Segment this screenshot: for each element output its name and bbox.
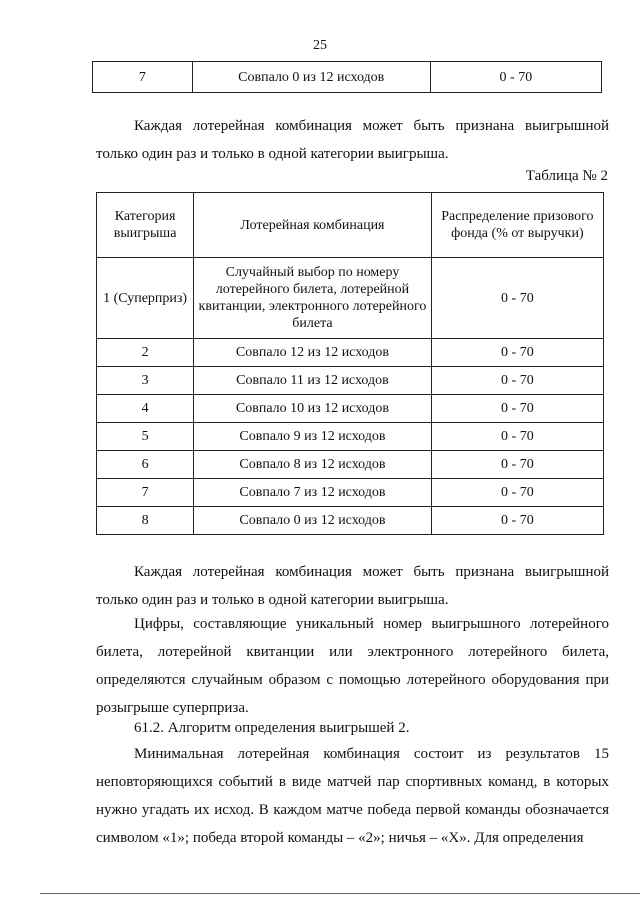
- combination-cell: Случайный выбор по номеру лотерейного билета, лотерейной квитанции, электронного лотерейного билета: [194, 258, 432, 339]
- combination-cell: Совпало 7 из 12 исходов: [194, 479, 432, 507]
- table-row: [93, 62, 602, 93]
- table-row: [97, 395, 604, 423]
- page-number: 25: [313, 38, 327, 53]
- category-cell: 7: [97, 479, 194, 507]
- paragraph-5: Минимальная лотерейная комбинация состоит из результатов 15 неповторяющихся событий в виде матчей пар спортивных команд, в которых нужно угадать их исход. В каждом матче победа первой команды обозначается символом «1»; победа второй команды – «2»; ничья – «Х». Для определения: [96, 746, 609, 846]
- distribution-cell: 0 - 70: [430, 62, 601, 93]
- category-cell: 8: [97, 507, 194, 535]
- category-cell: 7: [93, 62, 193, 93]
- distribution-cell: 0 - 70: [431, 339, 603, 367]
- combination-cell: Совпало 8 из 12 исходов: [194, 451, 432, 479]
- prize-table: [96, 192, 604, 535]
- category-cell: 3: [97, 367, 194, 395]
- table-header-row: [97, 193, 604, 258]
- table-row: [97, 451, 604, 479]
- paragraph-3: Цифры, составляющие уникальный номер выигрышного лотерейного билета, лотерейной квитанции или электронного лотерейного билета, определяются случайным образом с помощью лотерейного оборудования при розыгрыше суперприза.: [96, 616, 609, 716]
- distribution-cell: 0 - 70: [431, 507, 603, 535]
- continued-table: [92, 61, 602, 93]
- combination-cell: Совпало 11 из 12 исходов: [194, 367, 432, 395]
- header-combination: Лотерейная комбинация: [194, 193, 432, 258]
- category-cell: 6: [97, 451, 194, 479]
- paragraph-2: Каждая лотерейная комбинация может быть признана выигрышной только один раз и только в одной категории выигрыша.: [96, 564, 609, 608]
- paragraph-1: Каждая лотерейная комбинация может быть признана выигрышной только один раз и только в одной категории выигрыша.: [96, 118, 609, 162]
- table-row: [97, 339, 604, 367]
- table-row: [97, 423, 604, 451]
- combination-cell: Совпало 0 из 12 исходов: [192, 62, 430, 93]
- distribution-cell: 0 - 70: [431, 479, 603, 507]
- category-cell: 4: [97, 395, 194, 423]
- category-cell: 2: [97, 339, 194, 367]
- header-category: Категория выигрыша: [97, 193, 194, 258]
- table-row: [97, 507, 604, 535]
- distribution-cell: 0 - 70: [431, 395, 603, 423]
- combination-cell: Совпало 10 из 12 исходов: [194, 395, 432, 423]
- distribution-cell: 0 - 70: [431, 367, 603, 395]
- table-caption: Таблица № 2: [525, 168, 608, 184]
- combination-cell: Совпало 0 из 12 исходов: [194, 507, 432, 535]
- category-cell: 1 (Суперприз): [97, 258, 194, 339]
- distribution-cell: 0 - 70: [431, 423, 603, 451]
- table-row: [97, 258, 604, 339]
- paragraph-4: 61.2. Алгоритм определения выигрышей 2.: [134, 720, 410, 736]
- table-row: [97, 367, 604, 395]
- page-edge-divider: [40, 893, 640, 894]
- distribution-cell: 0 - 70: [431, 258, 603, 339]
- table-row: [97, 479, 604, 507]
- distribution-cell: 0 - 70: [431, 451, 603, 479]
- header-distribution: Распределение призового фонда (% от выручки): [431, 193, 603, 258]
- combination-cell: Совпало 12 из 12 исходов: [194, 339, 432, 367]
- category-cell: 5: [97, 423, 194, 451]
- combination-cell: Совпало 9 из 12 исходов: [194, 423, 432, 451]
